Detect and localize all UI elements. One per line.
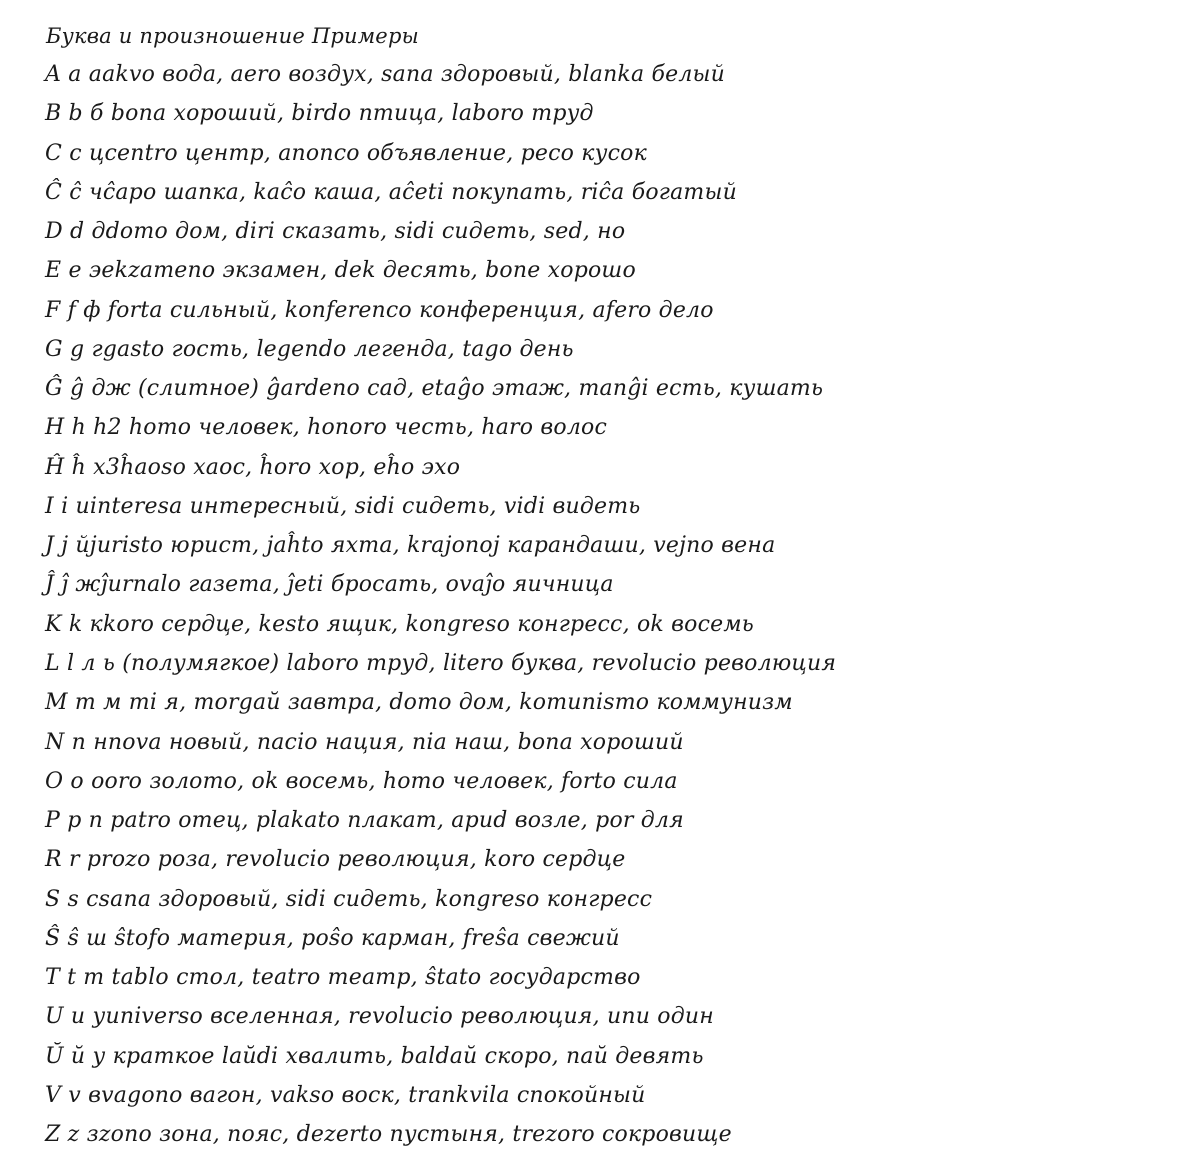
letter-row: Ĉ ĉ чĉapo шапка, kaĉo каша, aĉeti покупать, riĉa богатый: [45, 179, 737, 205]
letter-row: M m м mi я, morgaŭ завтра, domo дом, komunismo коммунизм: [45, 690, 793, 716]
letter-row: Ĝ ĝ дж (слитное) ĝardeno сад, etaĝo этаж, manĝi есть, кушать: [45, 376, 824, 402]
letter-row: H h h2 homo человек, honoro честь, haro волос: [45, 415, 608, 441]
letter-list: [45, 55, 1175, 1154]
letter-row: O o oоro золото, ok восемь, homo человек, forto сила: [45, 768, 678, 794]
letter-row: D d дdomo дом, diri сказать, sidi сидеть, sed, но: [45, 219, 626, 245]
letter-row: R r рrozo роза, revolucio революция, koro сердце: [45, 847, 626, 873]
letter-row: C c цcentro центр, anonco объявление, peco кусок: [45, 140, 647, 166]
letter-row: I i uinteresa интересный, sidi сидеть, vidi видеть: [45, 493, 641, 519]
letter-row: E e эekzameno экзамен, dek десять, bone хорошо: [45, 258, 636, 284]
letter-row: J j йjuristo юрист, jaĥto яхта, krajonoj карандаши, vejno вена: [45, 533, 776, 559]
letter-row: G g гgasto гость, legendo легенда, tago день: [45, 336, 574, 362]
letter-row: F f ф forta сильный, konferenco конференция, afero дело: [45, 297, 714, 323]
letter-row: B b б bona хороший, birdo птица, laboro труд: [45, 101, 594, 127]
letter-row: N n нnova новый, nacio нация, nia наш, bona хороший: [45, 729, 684, 755]
letter-row: S s сsana здоровый, sidi сидеть, kongreso конгресс: [45, 886, 653, 912]
table-header: Буква и произношение Примеры: [46, 24, 419, 48]
letter-row: Ŝ ŝ ш ŝtofo материя, poŝo карман, freŝa свежий: [45, 925, 620, 951]
letter-row: P p п patro отец, plakato плакат, apud возле, por для: [45, 808, 684, 834]
letter-row: Ĥ ĥ x3ĥaoso хаос, ĥoro хор, eĥo эхо: [45, 454, 461, 480]
letter-row: K k кkoro сердце, kesto ящик, kongreso конгресс, ok восемь: [45, 611, 754, 637]
letter-row: Z z зzono зона, пояс, dezerto пустыня, trezoro сокровище: [45, 1122, 732, 1148]
letter-row: A a aakvo вода, aero воздух, sana здоровый, blanka белый: [45, 62, 726, 87]
letter-row: Ŭ ŭ у краткое laŭdi хвалить, baldaŭ скоро, naŭ девять: [45, 1043, 704, 1069]
letter-row: L l л ь (полумягкое) laboro труд, litero буква, revolucio революция: [45, 650, 837, 676]
letter-row: U u уuniverso вселенная, revolucio революция, unu один: [45, 1004, 714, 1030]
letter-row: T t т tablo стол, teatro театр, ŝtato государство: [45, 965, 641, 991]
letter-row: Ĵ ĵ жĵurnalo газета, ĵeti бросать, ovaĵo яичница: [45, 572, 614, 598]
letter-row: V v вvagono вагон, vakso воск, trankvila спокойный: [45, 1082, 646, 1108]
